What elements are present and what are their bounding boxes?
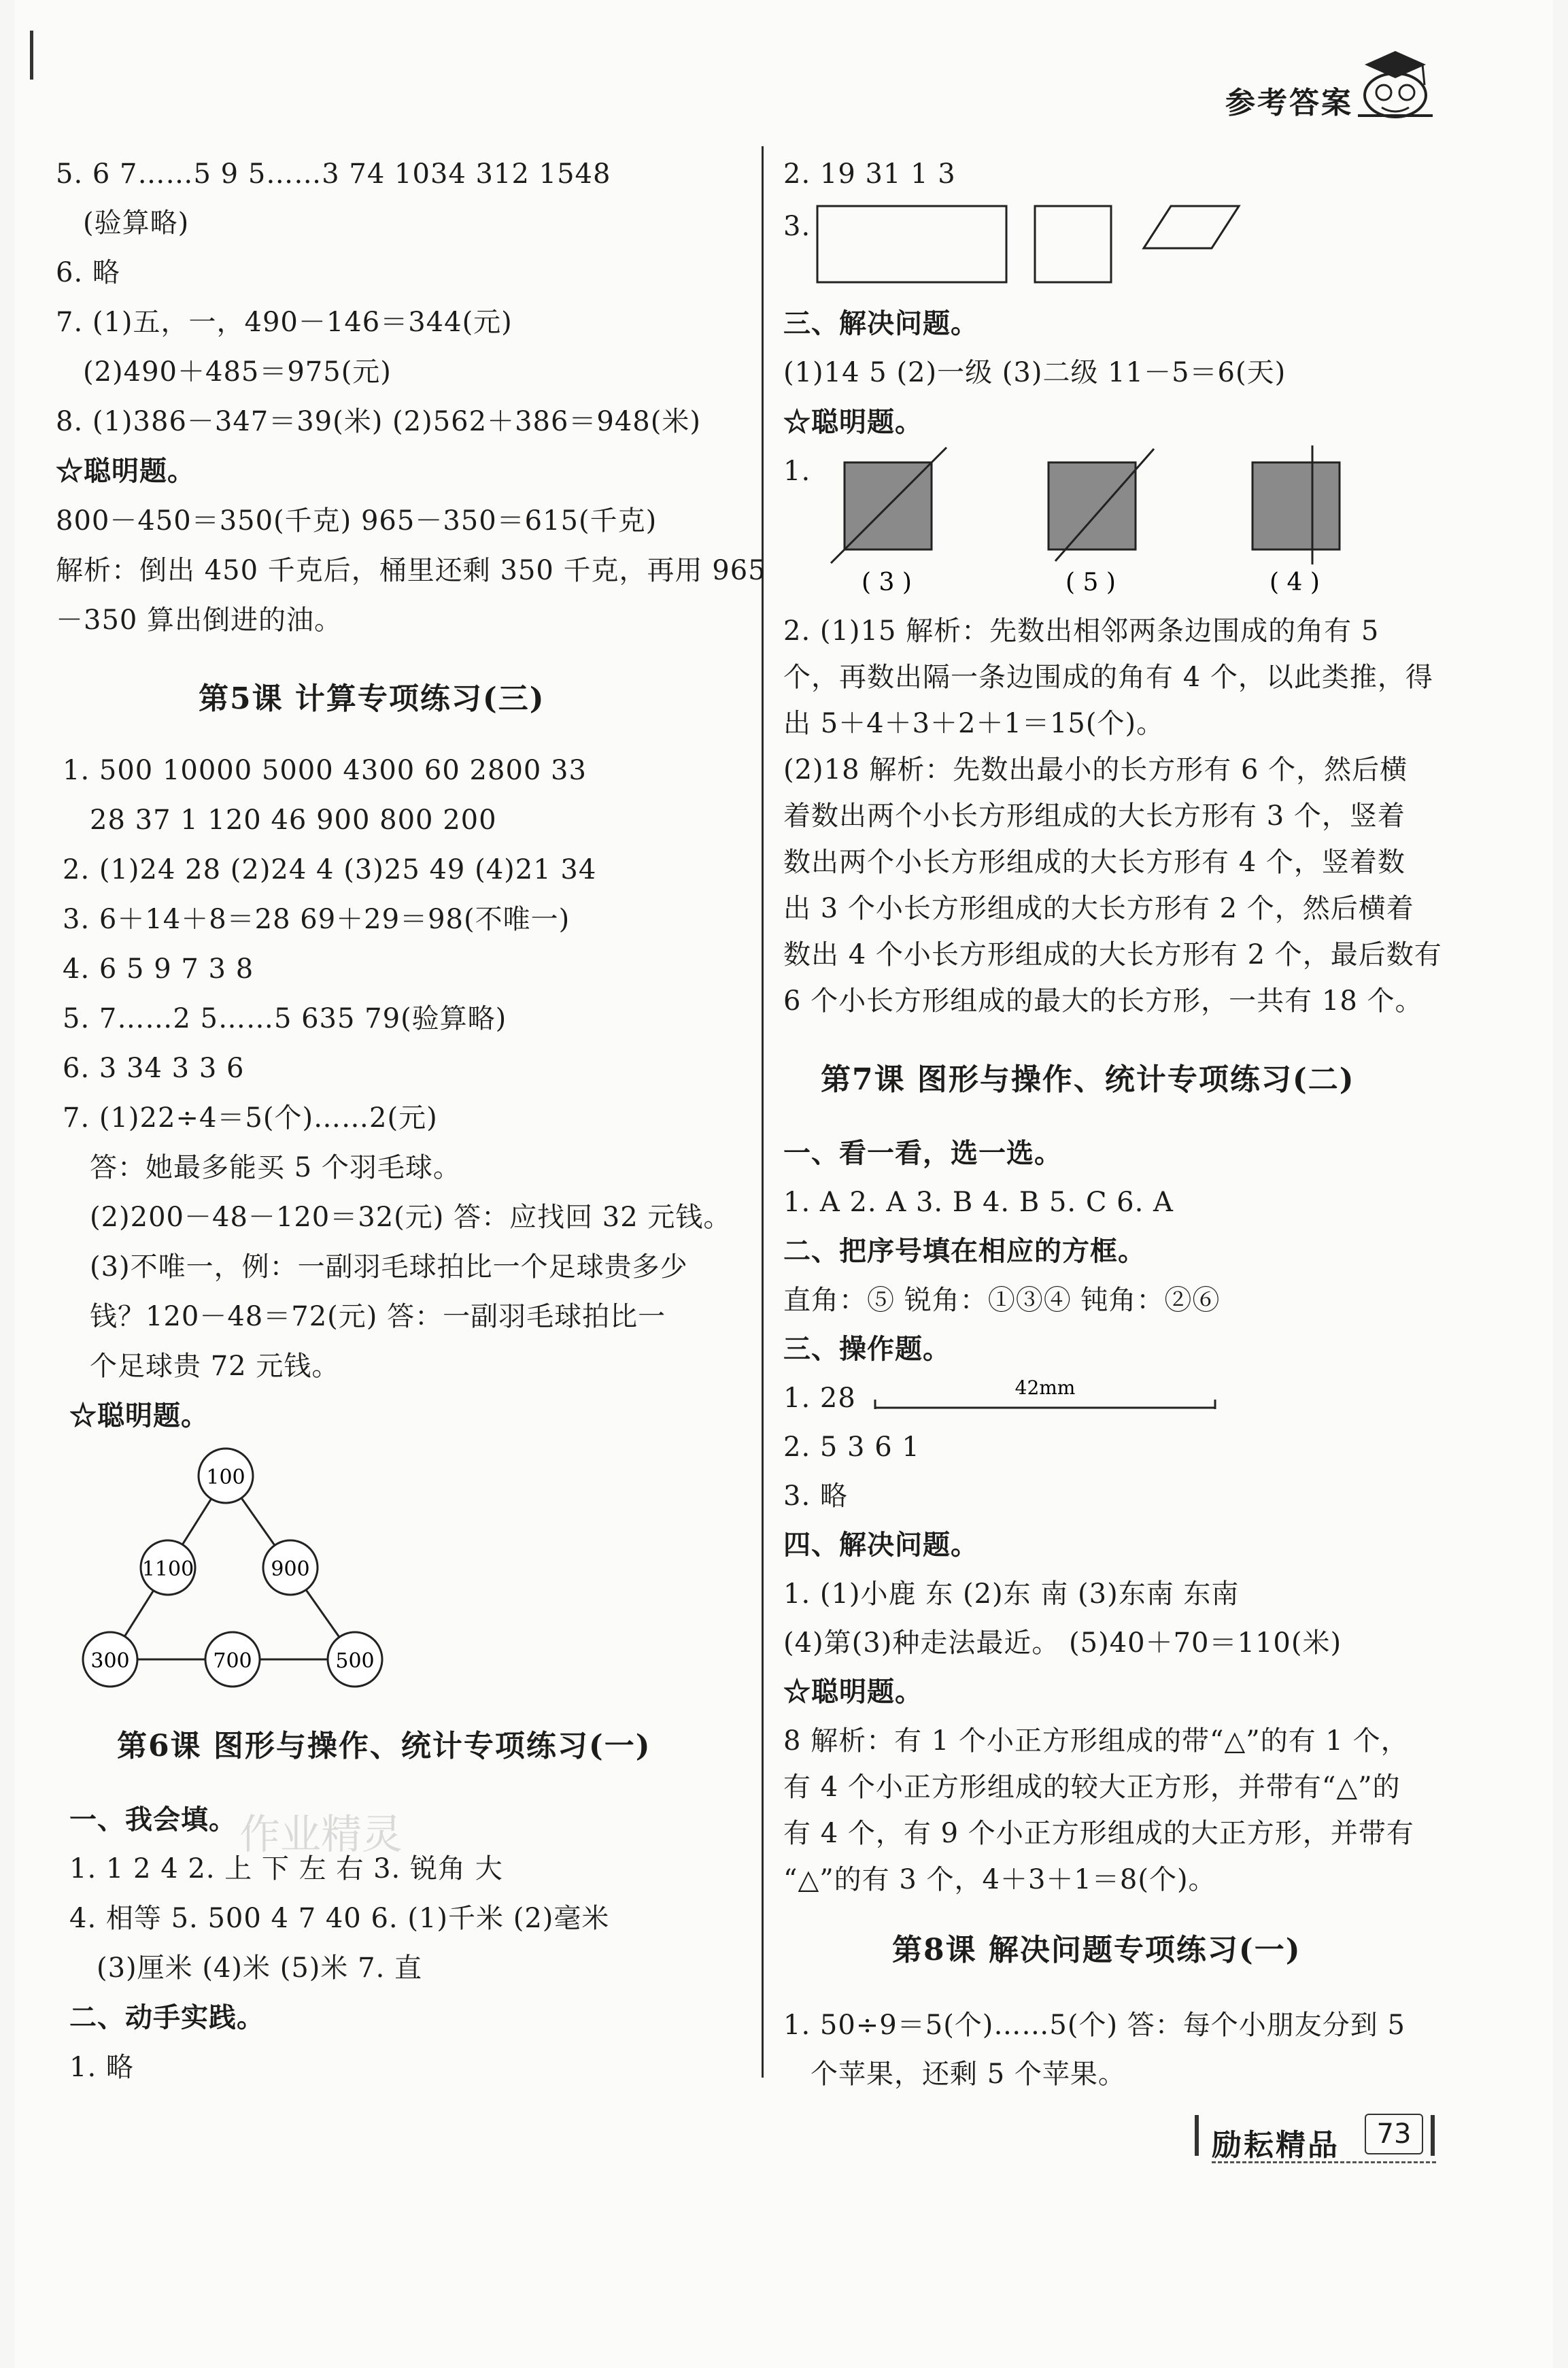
l5-answer-4: 4. 6 5 9 7 3 8 (63, 953, 254, 985)
l5-answer-6: 6. 3 34 3 3 6 (63, 1053, 245, 1084)
answer-8: 8. (1)386－347＝39(米) (2)562＋386＝948(米) (56, 406, 701, 437)
section-choose-heading: 一、看一看，选一选。 (783, 1137, 1062, 1169)
ruler-line-figure (868, 1374, 1222, 1421)
l5-answer-7-3: (3)不唯一，例：一副羽毛球拍比一个足球贵多少 (90, 1251, 688, 1283)
l7-operation-2: 2. 5 3 6 1 (783, 1432, 920, 1463)
l7-smart-3: 有 4 个，有 9 个小正方形组成的大正方形，并带有 (783, 1818, 1414, 1849)
l6-fill-3: (3)厘米 (4)米 (5)米 7. 直 (97, 1952, 423, 1984)
l5-answer-7-2: (2)200－48－120＝32(元) 答：应找回 32 元钱。 (90, 1202, 732, 1233)
l7-operation-3: 3. 略 (783, 1481, 848, 1512)
number-triangle-diagram (69, 1442, 409, 1700)
divided-squares-figure (824, 442, 1436, 598)
lesson-8-title: 第8课 解决问题专项练习(一) (892, 1933, 1301, 1967)
circle-bottom-middle (205, 1632, 260, 1687)
l7-smart-2: 有 4 个小正方形组成的较大正方形，并带有“△”的 (783, 1772, 1401, 1803)
l8-answer-1-cont: 个苹果，还剩 5 个苹果。 (811, 2059, 1126, 2090)
l5-answer-5: 5. 7……2 5……5 635 79(验算略) (63, 1003, 507, 1034)
footer-bar-left (1195, 2115, 1199, 2156)
section-fill-heading: 一、我会填。 (69, 1804, 237, 1836)
r-answer-2: 2. 19 31 1 3 (783, 158, 956, 190)
l5-answer-7-1: 7. (1)22÷4＝5(个)……2(元) (63, 1102, 438, 1134)
l7-angle-answers: 直角：⑤ 锐角：①③④ 钝角：②⑥ (783, 1285, 1221, 1316)
r-smart-2-2c: 数出两个小长方形组成的大长方形有 4 个，竖着数 (783, 847, 1405, 878)
r-smart-2-1b: 个，再数出隔一条边围成的角有 4 个，以此类推，得 (783, 662, 1433, 693)
section-practice-heading: 二、动手实践。 (69, 2001, 265, 2033)
l6-fill-1: 1. 1 2 4 2. 上 下 左 右 3. 锐角 大 (69, 1853, 503, 1884)
smart-answer: 800－450＝350(千克) 965－350＝615(千克) (56, 505, 658, 537)
section-operation-heading: 三、操作题。 (783, 1333, 951, 1365)
svg-text:100: 100 (206, 1466, 245, 1489)
l5-answer-7-3-end: 个足球贵 72 元钱。 (90, 1351, 340, 1382)
l8-answer-1: 1. 50÷9＝5(个)……5(个) 答：每个小朋友分到 5 (783, 2010, 1405, 2041)
l5-answer-1-cont: 28 37 1 120 46 900 800 200 (90, 805, 497, 836)
smart-explanation-cont: －350 算出倒进的油。 (56, 605, 343, 636)
l5-answer-1: 1. 500 10000 5000 4300 60 2800 33 (63, 755, 587, 786)
circle-right-middle (263, 1540, 318, 1595)
l7-smart-4: “△”的有 3 个，4＋3＋1＝8(个)。 (783, 1864, 1216, 1895)
ruler-length-label: 42mm (1015, 1376, 1076, 1399)
r-smart-2-2f: 6 个小长方形组成的最大的长方形，一共有 18 个。 (783, 985, 1423, 1017)
r-smart-2-2e: 数出 4 个小长方形组成的大长方形有 2 个，最后数有 (783, 939, 1442, 970)
r-smart-1: 1. (783, 456, 811, 487)
square-2-count: ( 5 ) (1066, 569, 1116, 596)
lesson-5-title: 第5课 计算专项练习(三) (199, 681, 545, 716)
r-smart-2-2d: 出 3 个小长方形组成的大长方形有 2 个，然后横着 (783, 893, 1414, 924)
smart-question-heading-2: ☆聪明题。 (69, 1400, 209, 1432)
page-number: 73 (1365, 2114, 1423, 2154)
square-1-count: ( 3 ) (862, 569, 912, 596)
circle-top (199, 1449, 253, 1503)
r-solve-answer: (1)14 5 (2)一级 (3)二级 11－5＝6(天) (783, 357, 1286, 388)
smart-explanation: 解析：倒出 450 千克后，桶里还剩 350 千克，再用 965 (56, 555, 766, 586)
l7-smart-1: 8 解析：有 1 个小正方形组成的带“△”的有 1 个， (783, 1725, 1409, 1757)
answer-5-note: (验算略) (83, 207, 190, 239)
circle-left-middle (141, 1540, 195, 1595)
l6-practice-1: 1. 略 (69, 2052, 134, 2083)
footer-brand: 励耘精品 (1212, 2128, 1340, 2163)
svg-text:300: 300 (90, 1649, 130, 1673)
l5-answer-3: 3. 6＋14＋8＝28 69＋29＝98(不唯一) (63, 904, 570, 935)
l5-answer-7-1-reply: 答：她最多能买 5 个羽毛球。 (90, 1152, 461, 1183)
svg-text:1100: 1100 (141, 1557, 194, 1581)
svg-text:900: 900 (271, 1557, 310, 1581)
corner-mark (30, 31, 33, 80)
l7-choose-answers: 1. A 2. A 3. B 4. B 5. C 6. A (783, 1187, 1174, 1218)
smart-question-heading: ☆聪明题。 (56, 455, 195, 487)
circle-bottom-left (83, 1632, 137, 1687)
l7-problem-1: 1. (1)小鹿 东 (2)东 南 (3)东南 东南 (783, 1578, 1240, 1610)
lesson-6-title: 第6课 图形与操作、统计专项练习(一) (117, 1729, 651, 1763)
smart-question-heading-4: ☆聪明题。 (783, 1676, 923, 1708)
r-smart-2-1c: 出 5＋4＋3＋2＋1＝15(个)。 (783, 708, 1165, 739)
answer-5: 5. 6 7……5 9 5……3 74 1034 312 1548 (56, 158, 611, 190)
shapes-figure (811, 201, 1246, 289)
section-fill-box-heading: 二、把序号填在相应的方框。 (783, 1235, 1146, 1267)
square-3-count: ( 4 ) (1269, 569, 1320, 596)
l5-answer-2: 2. (1)24 28 (2)24 4 (3)25 49 (4)21 34 (63, 854, 597, 885)
r-smart-2-2: (2)18 解析：先数出最小的长方形有 6 个，然后横 (783, 754, 1408, 785)
header-title: 参考答案 (1225, 86, 1353, 120)
watermark: 作业精灵 (239, 1811, 403, 1859)
r-answer-3: 3. (783, 211, 811, 242)
section-solve-heading: 三、解决问题。 (783, 307, 978, 339)
footer-rule (1212, 2161, 1436, 2163)
section-problem-heading: 四、解决问题。 (783, 1529, 978, 1561)
scholar-cartoon-icon (1351, 48, 1439, 122)
r-smart-2-1: 2. (1)15 解析：先数出相邻两条边围成的角有 5 (783, 615, 1380, 647)
r-smart-2-2b: 着数出两个小长方形组成的大长方形有 3 个，竖着 (783, 800, 1405, 832)
svg-text:500: 500 (335, 1649, 375, 1673)
l7-problem-1-cont: (4)第(3)种走法最近。 (5)40＋70＝110(米) (783, 1627, 1342, 1659)
page (15, 0, 1553, 2368)
l6-fill-2: 4. 相等 5. 500 4 7 40 6. (1)千米 (2)毫米 (69, 1903, 610, 1934)
l5-answer-7-3-cont: 钱？120－48＝72(元) 答：一副羽毛球拍比一 (90, 1301, 666, 1332)
lesson-7-title: 第7课 图形与操作、统计专项练习(二) (821, 1062, 1355, 1097)
footer-bar-right (1431, 2115, 1435, 2156)
l7-operation-1: 1. 28 (783, 1383, 856, 1414)
answer-7-1: 7. (1)五，一，490－146＝344(元) (56, 307, 513, 338)
column-divider (762, 146, 764, 2078)
answer-7-2: (2)490＋485＝975(元) (83, 356, 392, 388)
circle-bottom-right (328, 1632, 382, 1687)
svg-text:700: 700 (213, 1649, 252, 1673)
smart-question-heading-3: ☆聪明题。 (783, 406, 923, 438)
answer-6: 6. 略 (56, 257, 120, 288)
